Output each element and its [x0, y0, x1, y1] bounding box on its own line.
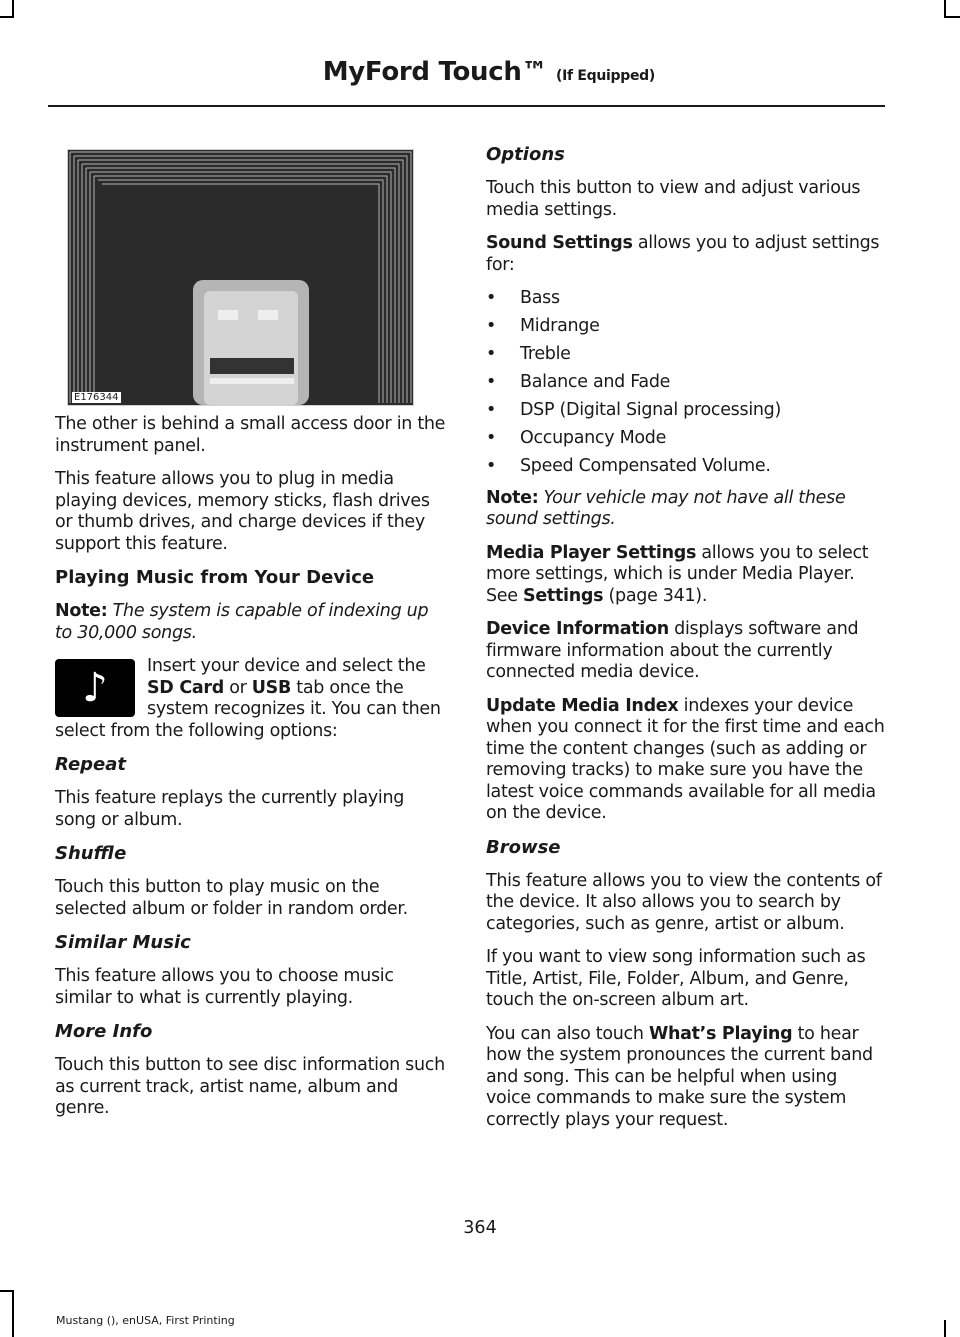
- crop-mark: [0, 1290, 14, 1292]
- note: [486, 488, 886, 531]
- figure-id: E176344: [74, 392, 119, 403]
- right-column: [486, 140, 886, 1143]
- note-label: Note:: [486, 487, 539, 508]
- list-item: • Midrange: [486, 316, 886, 338]
- paragraph: This feature allows you to plug in media playing devices, memory sticks, flash drives or thumb drives, and charge devices if they support this feature.: [55, 469, 430, 554]
- paragraph: [486, 233, 886, 276]
- paragraph: This feature replays the currently playing song or album.: [55, 788, 405, 830]
- paragraph: Touch this button to see disc information such as current track, artist name, album and genre.: [55, 1055, 445, 1118]
- paragraph: [486, 1024, 886, 1132]
- paragraph: The other is behind a small access door in the instrument panel.: [55, 414, 446, 456]
- crop-mark: [944, 16, 960, 18]
- text: allows you to adjust settings for:: [486, 233, 880, 275]
- media-player-settings-term: Media Player Settings: [486, 542, 697, 563]
- usb-term: USB: [251, 677, 292, 698]
- text: Insert your device and select the: [147, 656, 426, 676]
- paragraph: [486, 619, 886, 684]
- sound-settings-term: Sound Settings: [486, 233, 633, 253]
- usb-port-graphic: [68, 150, 413, 405]
- list-item: • Balance and Fade: [486, 372, 886, 394]
- list-item: • Speed Compensated Volume.: [486, 456, 886, 478]
- header-divider: [48, 105, 885, 107]
- header-subtitle: (If Equipped): [556, 68, 655, 84]
- subheading-shuffle: Shuffle: [55, 843, 127, 864]
- text: (page 341).: [603, 585, 708, 606]
- crop-mark: [0, 16, 14, 18]
- text: allows you to select more settings, which is under Media Player. See: [486, 542, 869, 606]
- paragraph: If you want to view song information such as Title, Artist, File, Folder, Album, and Genre, touch the on-screen album art.: [486, 947, 866, 1010]
- paragraph: Touch this button to view and adjust various media settings.: [486, 178, 861, 220]
- text: indexes your device when you connect it for the first time and each time the content changes (such as adding or removing tracks) to make sure you have the latest voice commands available for all media on the device.: [486, 695, 885, 823]
- subheading-browse: Browse: [486, 836, 561, 858]
- paragraph: This feature allows you to view the contents of the device. It also allows you to search by categories, such as genre, artist or album.: [486, 870, 882, 934]
- device-information-term: Device Information: [486, 619, 669, 639]
- list-item: • Bass: [486, 288, 886, 310]
- note-text: The system is capable of indexing up to 30,000 songs.: [55, 601, 429, 643]
- text: displays software and firmware information about the currently connected media device.: [486, 619, 859, 682]
- subheading-more-info: More Info: [55, 1021, 153, 1042]
- sound-settings-list: [486, 288, 886, 478]
- update-media-index-term: Update Media Index: [486, 695, 679, 716]
- paragraph: [486, 696, 886, 825]
- header-title: MyFord Touch™: [322, 57, 548, 87]
- page-number: 364: [463, 1218, 497, 1238]
- icon-paragraph: [55, 656, 450, 742]
- list-item: • Treble: [486, 344, 886, 366]
- paragraph: [486, 543, 886, 608]
- sd-card-term: SD Card: [147, 677, 224, 698]
- note: [55, 601, 450, 644]
- list-item: • Occupancy Mode: [486, 428, 886, 450]
- left-column: [55, 140, 450, 1132]
- text: You can also touch: [486, 1023, 649, 1044]
- usb-port-illustration: [67, 149, 414, 406]
- text: or: [223, 677, 252, 698]
- footer-text: Mustang (), enUSA, First Printing: [56, 1314, 235, 1327]
- note-text: Your vehicle may not have all these sound settings.: [486, 487, 846, 529]
- text: tab once the system recognizes it. You can then select from the following options:: [55, 677, 441, 741]
- subheading-options: Options: [486, 144, 565, 165]
- music-note-icon: ♪: [55, 659, 135, 717]
- page-header: [323, 57, 655, 87]
- section-heading: Playing Music from Your Device: [55, 567, 375, 588]
- subheading-similar-music: Similar Music: [55, 932, 191, 953]
- crop-mark: [12, 1290, 14, 1337]
- paragraph: Touch this button to play music on the selected album or folder in random order.: [55, 877, 408, 919]
- paragraph: This feature allows you to choose music similar to what is currently playing.: [55, 966, 394, 1008]
- note-label: Note:: [55, 601, 108, 621]
- crop-mark: [944, 1320, 946, 1337]
- subheading-repeat: Repeat: [55, 754, 127, 775]
- text: to hear how the system pronounces the current band and song. This can be helpful when using voice commands to make sure the system correctly plays your request.: [486, 1023, 873, 1130]
- list-item: • DSP (Digital Signal processing): [486, 400, 886, 422]
- whats-playing-term: What’s Playing: [648, 1023, 793, 1044]
- settings-reference-link[interactable]: Settings: [523, 585, 604, 606]
